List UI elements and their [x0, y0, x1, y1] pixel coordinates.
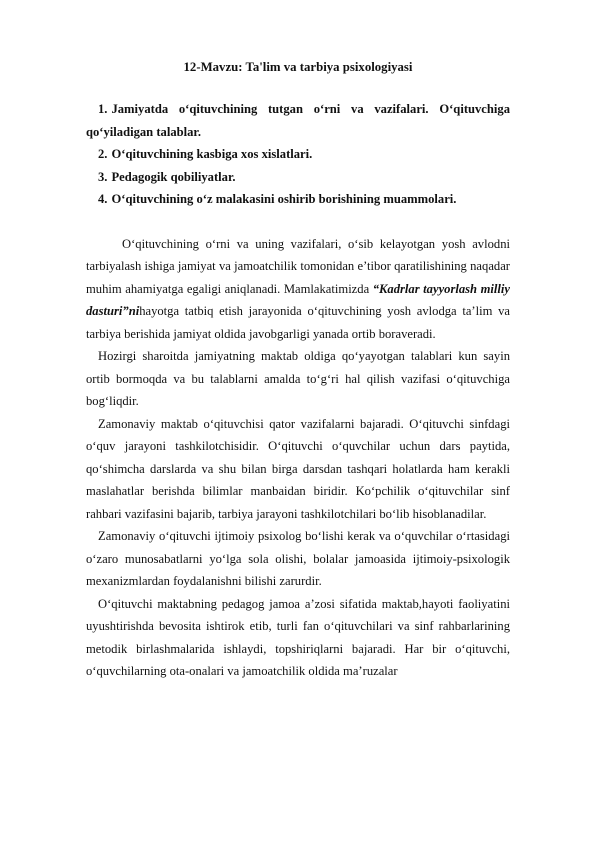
- document-page: [86, 58, 510, 683]
- topic-item: [86, 98, 510, 143]
- paragraph-text: hayotga tatbiq etish jarayonida o‘qituvchining yosh avlodga ta’lim va tarbiya berishida jamiyat oldida javobgarligi yanada ortib boraveradi.: [86, 304, 510, 341]
- topic-number: 3.: [98, 169, 108, 184]
- topic-number: 2.: [98, 147, 108, 161]
- body-paragraph: Hozirgi sharoitda jamiyatning maktab oldiga qo‘yayotgan talablari kun sayin ortib bormoqda va bu talablarni amalda to‘g‘ri hal qilish vazifasi o‘qituvchiga bog‘liqdir.: [86, 349, 510, 408]
- body-paragraph: O‘qituvchi maktabning pedagog jamoa a’zosi sifatida maktab,hayoti faoliyatini uyushtirishda bevosita ishtirok etib, turli fan o‘qituvchilari va sinf rahbarlarining metodik birlashmalarida ishlaydi, topshiriqlarni bajaradi. Har bir o‘qituvchi, o‘quvchilarning ota-onalari va jamoatchilik oldida ma’ruzalar: [86, 596, 510, 678]
- topic-text: Pedagogik qobiliyatlar.: [111, 169, 236, 184]
- topic-text: Jamiyatda o‘qituvchining tutgan o‘rni va vazifalari. O‘qituvchiga qo‘yiladigan talablar.: [86, 102, 510, 139]
- body-paragraph: [86, 233, 510, 346]
- topic-item: [86, 166, 510, 189]
- topic-text: O‘qituvchining kasbiga xos xislatlari.: [111, 147, 313, 161]
- topic-number: 1.: [98, 102, 108, 116]
- emphasized-program-name: “Kadrlar tayyorlash milliy dasturi”ni: [86, 281, 510, 318]
- page-title: 12-Mavzu: Ta'lim va tarbiya psixologiyasi: [183, 60, 413, 74]
- body-paragraph: Zamonaviy maktab o‘qituvchisi qator vazifalarni bajaradi. O‘qituvchi sinfdagi o‘quv jarayoni tashkilotchisidir. O‘qituvchi o‘quvchilar uchun dars paytida, qo‘shimcha darslarda va shu bilan birga darsdan tashqari holatlarda ham kerakli maslahatlar berishda bilimlar manbaidan biridir. Ko‘pchilik o‘qituvchilar sinf rahbari vazifasini bajarib, tarbiya jarayoni tashkilotchilari bo‘lib hisoblanadilar.: [86, 416, 510, 521]
- body-paragraph: Zamonaviy o‘qituvchi ijtimoiy psixolog bo‘lishi kerak va o‘quvchilar o‘rtasidagi o‘zaro munosabatlarni yo‘lga sola olishi, bolalar jamoasida ijtimoiy-psixologik mexanizmlardan foydalanishni bilishi zarurdir.: [86, 529, 510, 588]
- topic-list: [86, 98, 510, 211]
- topic-text: O‘qituvchining o‘z malakasini oshirib borishining muammolari.: [111, 192, 457, 206]
- topic-number: 4.: [98, 192, 108, 206]
- paragraph-text: O‘qituvchining o‘rni va uning vazifalari, o‘sib kelayotgan yosh avlodni tarbiyalash ishiga jamiyat va jamoatchilik tomonidan e’tibor qaratilishining naqadar muhim ahamiyatga egaligi aniqlanadi. Mamlakatimizda: [86, 236, 510, 296]
- topic-item: [86, 143, 510, 166]
- topic-item: [86, 188, 510, 211]
